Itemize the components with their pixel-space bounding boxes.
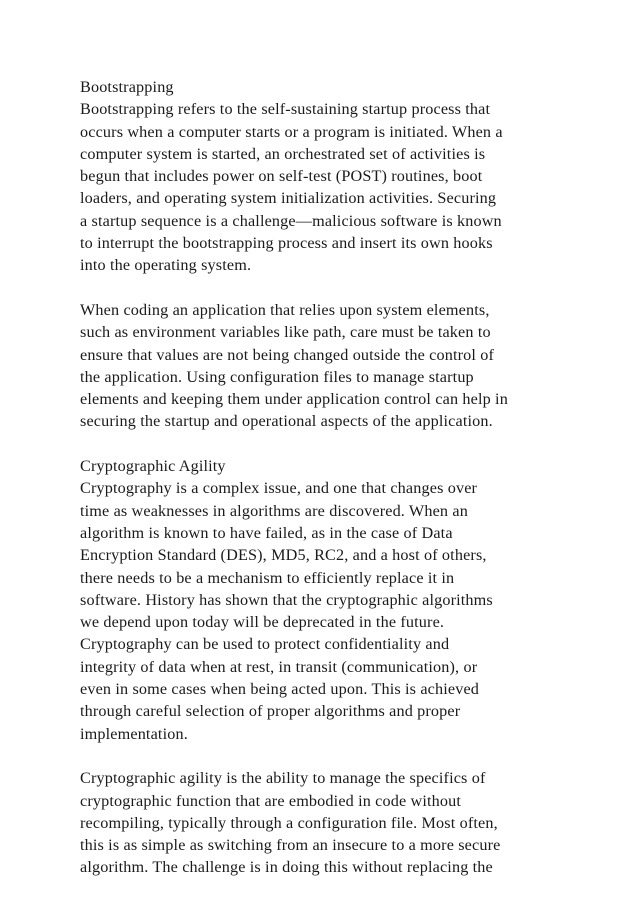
text-line: a startup sequence is a challenge—malicious software is known xyxy=(80,211,502,230)
document-body xyxy=(80,76,580,879)
paragraph-cryptography-overview xyxy=(80,477,580,745)
text-line: begun that includes power on self-test (POST) routines, boot xyxy=(80,167,483,186)
text-line: loaders, and operating system initialization activities. Securing xyxy=(80,189,497,208)
paragraph-cryptographic-agility-definition xyxy=(80,767,580,878)
text-line: Encryption Standard (DES), MD5, RC2, and a host of others, xyxy=(80,546,487,565)
text-line: recompiling, typically through a configuration file. Most often, xyxy=(80,813,498,832)
text-line: this is as simple as switching from an insecure to a more secure xyxy=(80,836,501,855)
text-line: securing the startup and operational aspects of the application. xyxy=(80,412,493,431)
text-line: algorithm. The challenge is in doing this without replacing the xyxy=(80,858,493,877)
text-line: When coding an application that relies upon system elements, xyxy=(80,300,490,319)
text-line: through careful selection of proper algorithms and proper xyxy=(80,702,461,721)
text-line: ensure that values are not being changed outside the control of xyxy=(80,345,495,364)
text-line: integrity of data when at rest, in transit (communication), or xyxy=(80,657,478,676)
paragraph-spacer xyxy=(80,433,580,455)
text-line: algorithm is known to have failed, as in the case of Data xyxy=(80,523,453,542)
text-line: Cryptography can be used to protect confidentiality and xyxy=(80,635,450,654)
text-line: into the operating system. xyxy=(80,256,252,275)
text-line: cryptographic function that are embodied in code without xyxy=(80,791,462,810)
paragraph-application-coding xyxy=(80,299,580,433)
text-line: occurs when a computer starts or a program is initiated. When a xyxy=(80,122,503,141)
text-line: computer system is started, an orchestrated set of activities is xyxy=(80,144,486,163)
text-line: even in some cases when being acted upon. This is achieved xyxy=(80,680,480,699)
section-heading-bootstrapping: Bootstrapping xyxy=(80,78,174,96)
text-line: we depend upon today will be deprecated in the future. xyxy=(80,613,445,632)
paragraph-spacer xyxy=(80,277,580,299)
section-heading-cryptographic-agility: Cryptographic Agility xyxy=(80,457,226,476)
text-line: time as weaknesses in algorithms are discovered. When an xyxy=(80,501,468,520)
paragraph-bootstrapping-definition xyxy=(80,98,580,276)
text-line: elements and keeping them under application control can help in xyxy=(80,390,508,409)
text-line: Bootstrapping refers to the self-sustaining startup process that xyxy=(80,100,491,119)
text-line: Cryptographic agility is the ability to manage the specifics of xyxy=(80,769,486,788)
text-line: the application. Using configuration files to manage startup xyxy=(80,367,474,386)
text-line: Cryptography is a complex issue, and one that changes over xyxy=(80,479,478,498)
text-line: to interrupt the bootstrapping process and insert its own hooks xyxy=(80,234,493,253)
text-line: there needs to be a mechanism to efficiently replace it in xyxy=(80,568,455,587)
paragraph-spacer xyxy=(80,745,580,767)
text-line: such as environment variables like path, care must be taken to xyxy=(80,323,491,342)
text-line: implementation. xyxy=(80,724,188,743)
text-line: software. History has shown that the cryptographic algorithms xyxy=(80,590,493,609)
